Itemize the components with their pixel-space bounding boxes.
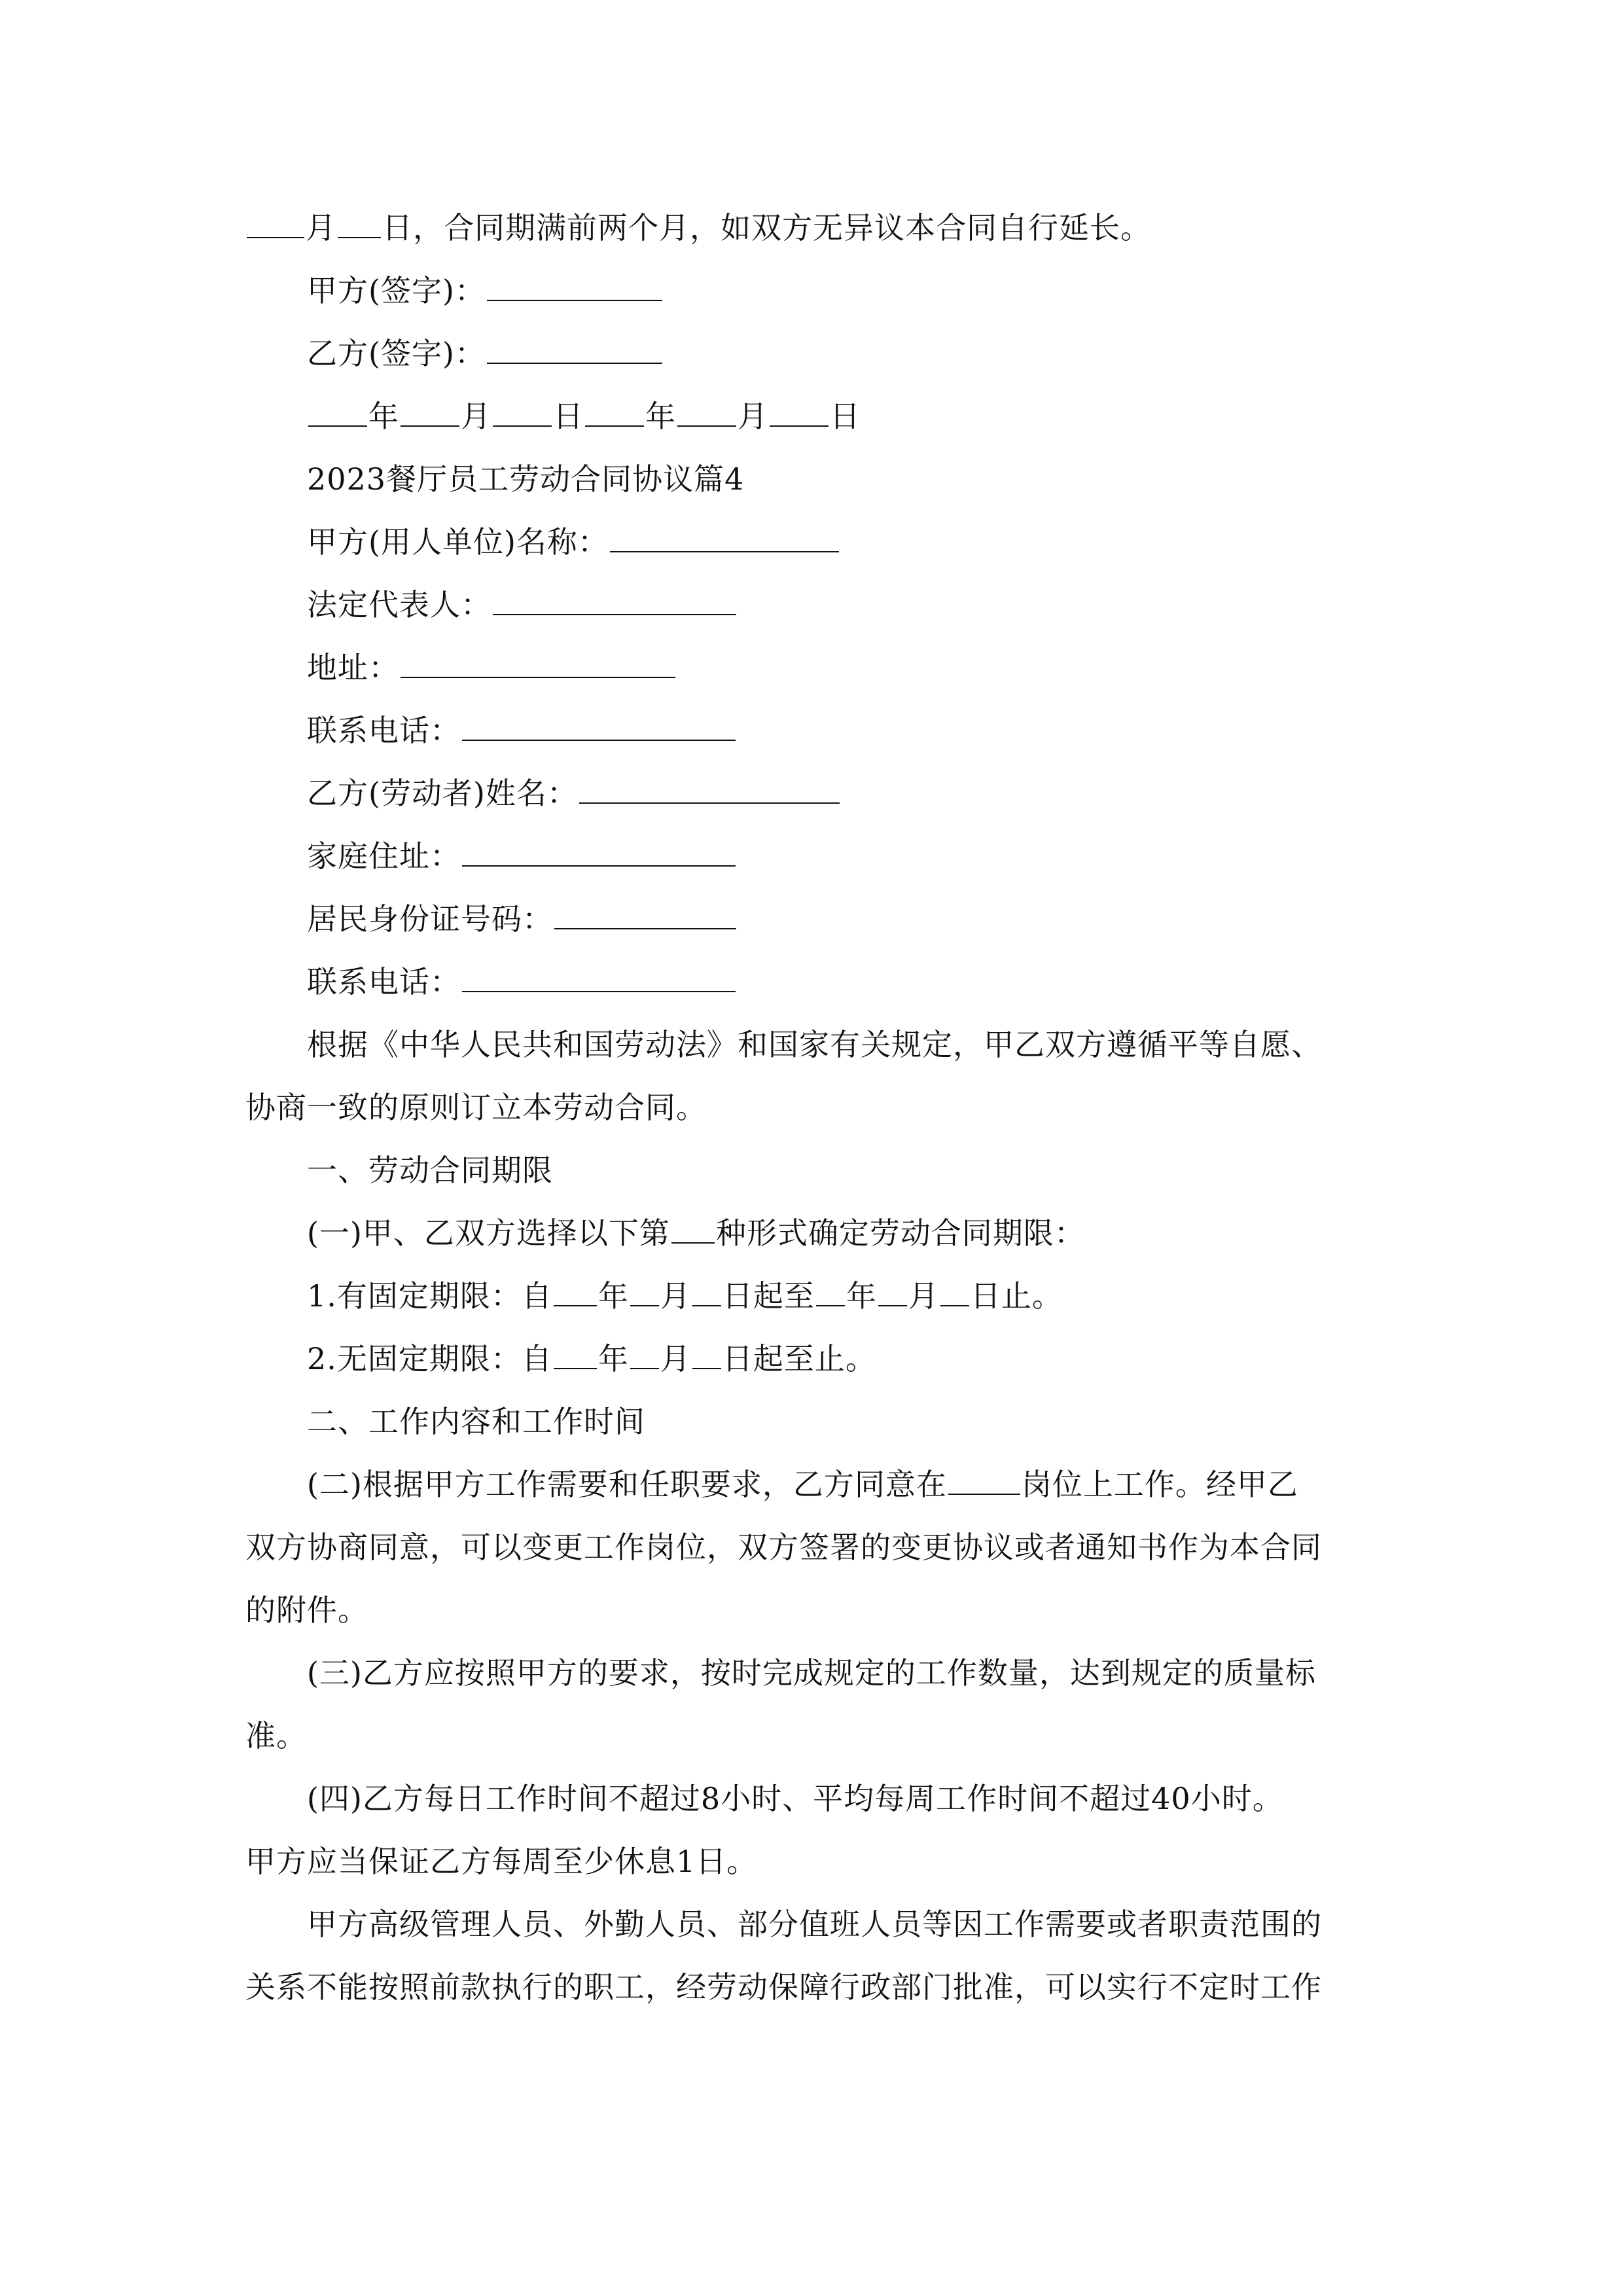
- date-day-field[interactable]: [770, 399, 829, 427]
- blank-field[interactable]: [692, 1279, 721, 1306]
- clause-2-line-1: (二)根据甲方工作需要和任职要求，乙方同意在 岗位上工作。经甲乙: [307, 1467, 1298, 1502]
- blank-field[interactable]: [338, 211, 381, 238]
- heading-work: 二、工作内容和工作时间: [307, 1404, 645, 1439]
- blank-field[interactable]: [816, 1279, 845, 1306]
- date-year-field[interactable]: [308, 399, 367, 427]
- address-field[interactable]: [401, 651, 675, 678]
- date-month-field[interactable]: [401, 399, 459, 427]
- blank-field[interactable]: [878, 1279, 907, 1306]
- date-day-field[interactable]: [493, 399, 552, 427]
- phone-line-2: 联系电话：: [307, 962, 737, 1001]
- blank-field[interactable]: [554, 1279, 597, 1306]
- party-b-name-line: 乙方(劳动者)姓名：: [307, 774, 841, 813]
- sign-party-a-line: [307, 271, 664, 310]
- open-term-line: 2.无固定期限：自 年 月 日起至止。: [307, 1341, 876, 1376]
- paragraph-line-2: 关系不能按照前款执行的职工，经劳动保障行政部门批准，可以实行不定时工作: [245, 1969, 1322, 2005]
- clause-2-line-3: 的附件。: [245, 1592, 368, 1628]
- blank-field[interactable]: [554, 1342, 597, 1369]
- contract-page: [245, 0, 1384, 2296]
- sign-party-b-label: 乙方(签字)：: [307, 336, 486, 371]
- phone-field-1[interactable]: [462, 713, 736, 741]
- intro-line: 月 日，合同期满前两个月，如双方无异议本合同自行延长。: [245, 208, 1151, 247]
- id-number-field[interactable]: [554, 902, 736, 929]
- date-month-field[interactable]: [677, 399, 736, 427]
- blank-field[interactable]: [630, 1342, 659, 1369]
- paragraph-line-1: 甲方高级管理人员、外勤人员、部分值班人员等因工作需要或者职责范围的: [307, 1907, 1322, 1942]
- date-year-field[interactable]: [585, 399, 644, 427]
- section-title: 2023餐厅员工劳动合同协议篇4: [307, 461, 745, 497]
- clause-1-line: (一)甲、乙双方选择以下第 种形式确定劳动合同期限：: [307, 1215, 1085, 1251]
- clause-3-line-2: 准。: [245, 1718, 307, 1753]
- party-b-name-field[interactable]: [579, 776, 840, 804]
- address-line: 地址：: [307, 648, 677, 687]
- phone-field-2[interactable]: [462, 965, 736, 992]
- blank-field[interactable]: [940, 1279, 969, 1306]
- position-field[interactable]: [948, 1467, 1020, 1495]
- legal-rep-line: 法定代表人：: [307, 585, 738, 624]
- blank-field[interactable]: [247, 211, 304, 238]
- sign-party-a-field[interactable]: [487, 274, 662, 301]
- sign-party-b-line: [307, 334, 664, 373]
- home-address-line: 家庭住址：: [307, 836, 737, 876]
- sign-party-a-label: 甲方(签字)：: [307, 273, 486, 308]
- blank-field[interactable]: [692, 1342, 721, 1369]
- term-type-field[interactable]: [671, 1216, 715, 1244]
- clause-4-line-1: (四)乙方每日工作时间不超过8小时、平均每周工作时间不超过40小时。: [307, 1781, 1283, 1816]
- party-a-name-field[interactable]: [610, 525, 839, 552]
- blank-field[interactable]: [630, 1279, 659, 1306]
- party-a-name-line: 甲方(用人单位)名称：: [307, 522, 840, 562]
- id-number-line: 居民身份证号码：: [307, 899, 738, 939]
- phone-line-1: 联系电话：: [307, 711, 737, 750]
- sign-party-b-field[interactable]: [487, 336, 662, 364]
- date-line: 年 月 日 年 月 日: [307, 397, 861, 436]
- fixed-term-line: 1.有固定期限：自 年 月 日起至 年 月 日止。: [307, 1278, 1063, 1314]
- preamble-line-1: 根据《中华人民共和国劳动法》和国家有关规定，甲乙双方遵循平等自愿、: [307, 1027, 1322, 1062]
- clause-2-line-2: 双方协商同意，可以变更工作岗位，双方签署的变更协议或者通知书作为本合同: [245, 1530, 1322, 1565]
- clause-4-line-2: 甲方应当保证乙方每周至少休息1日。: [245, 1844, 758, 1879]
- heading-term: 一、劳动合同期限: [307, 1153, 553, 1188]
- legal-rep-field[interactable]: [493, 588, 736, 615]
- clause-3-line-1: (三)乙方应按照甲方的要求，按时完成规定的工作数量，达到规定的质量标: [307, 1655, 1316, 1691]
- preamble-line-2: 协商一致的原则订立本劳动合同。: [245, 1090, 707, 1125]
- home-address-field[interactable]: [462, 839, 736, 867]
